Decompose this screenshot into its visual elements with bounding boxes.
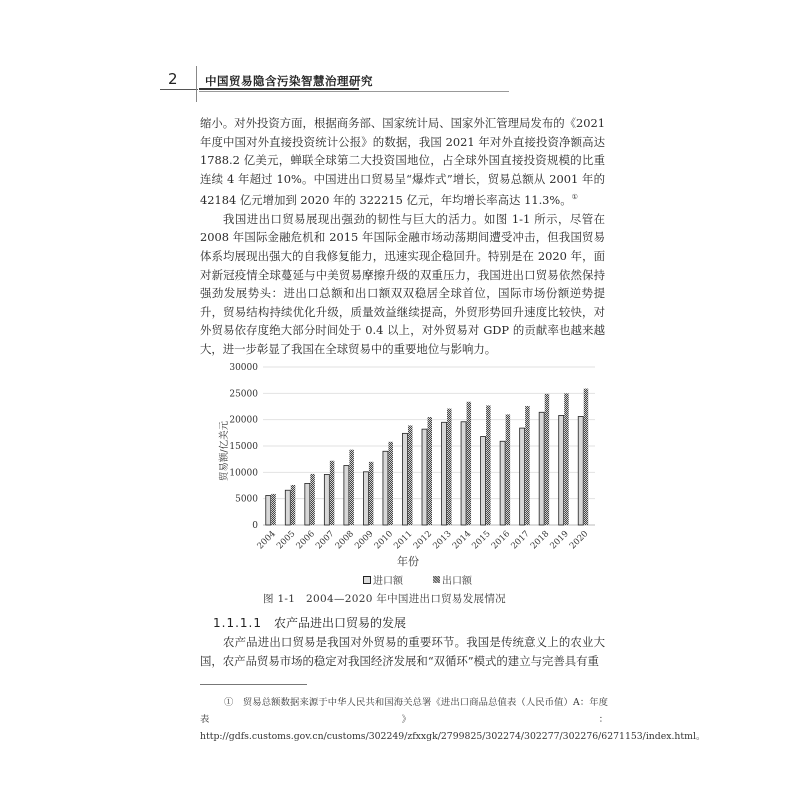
bar-export bbox=[369, 462, 374, 525]
bar-import bbox=[305, 483, 310, 525]
bar-export bbox=[525, 406, 530, 525]
bar-import bbox=[520, 428, 525, 525]
bar-export bbox=[349, 450, 354, 525]
chart-canvas bbox=[215, 360, 605, 560]
y-tick-label: 10000 bbox=[229, 468, 258, 479]
bar-import bbox=[559, 415, 564, 525]
footnote-separator bbox=[200, 684, 307, 685]
figure-caption: 图 1-1 2004—2020 年中国进出口贸易发展情况 bbox=[263, 593, 506, 605]
page-header bbox=[0, 0, 800, 100]
x-tick-label: 2006 bbox=[294, 529, 317, 552]
paragraph-2: 我国进出口贸易展现出强劲的韧性与巨大的活力。如图 1-1 所示，尽管在 2008 年国际金融危机和 2015 年国际金融市场动荡期间遭受冲击，但我国贸易体系均展现出强大的自我修复能力，迅速实现企稳回升。特别是在 2020 年，面对新冠疫情全球蔓延与中美贸易摩擦升级的双重压力，我国进出口贸易依然保持强劲发展势头：进出口总额和出口额双双稳居全球首位，国际市场份额逆势提升，贸易结构持续优化升级，质量效益继续提高，外贸形势回升速度比较快，对外贸易依存度绝大部分时间处于 0.4 以上，对外贸易对 GDP 的贡献率也越来越大，进一步彰显了我国在全球贸易中的重要地位与影响力。 bbox=[200, 211, 605, 356]
section-title: 农产品进出口贸易的发展 bbox=[273, 616, 406, 630]
bar-export bbox=[428, 417, 433, 525]
bar-import bbox=[422, 429, 427, 525]
bar-export bbox=[310, 474, 315, 525]
footnote-reference[interactable]: ① bbox=[571, 193, 578, 202]
x-tick-label: 2014 bbox=[450, 529, 474, 552]
bar-import bbox=[363, 472, 368, 525]
y-tick-label: 5000 bbox=[235, 494, 258, 505]
bar-export bbox=[388, 442, 393, 525]
x-tick-label: 2013 bbox=[431, 529, 454, 552]
paragraph-1 bbox=[200, 114, 605, 210]
bar-export bbox=[447, 409, 452, 525]
bar-import bbox=[461, 422, 466, 525]
page-number: 2 bbox=[168, 70, 178, 88]
x-tick-label: 2019 bbox=[548, 529, 571, 552]
paragraph-1-text: 缩小。对外投资方面，根据商务部、国家统计局、国家外汇管理局发布的《2021 年度中国对外直接投资统计公报》的数据，我国 2021 年对外直接投资净额高达 1788.2 亿美元，蝉联全球第二大投资国地位，占全球外国直接投资规模的比重连续 4 年超过 10%。中国进出口贸易呈“爆炸式”增长，贸易总额从 2001 年的 42184 亿元增加到 2020 年的 322215 亿元，年均增长率高达 11.3%。 bbox=[200, 116, 605, 208]
legend-item-export bbox=[433, 572, 472, 587]
x-tick-label: 2004 bbox=[255, 529, 278, 552]
bar-export bbox=[291, 485, 296, 525]
bar-import bbox=[285, 490, 290, 525]
chart-legend bbox=[363, 572, 472, 587]
bar-export bbox=[506, 414, 511, 525]
x-tick-label: 2008 bbox=[333, 529, 357, 552]
bar-export bbox=[545, 394, 550, 525]
bar-import bbox=[442, 422, 447, 525]
bar-import bbox=[324, 474, 329, 525]
bar-export bbox=[271, 494, 276, 525]
bar-import bbox=[578, 417, 583, 525]
bar-import bbox=[344, 465, 349, 525]
bar-import bbox=[402, 433, 407, 525]
running-book-title: 中国贸易隐含污染智慧治理研究 bbox=[205, 74, 373, 88]
header-vertical-rule bbox=[196, 66, 197, 102]
x-tick-label: 2020 bbox=[567, 529, 591, 552]
x-tick-label: 2007 bbox=[314, 529, 337, 552]
x-tick-label: 2012 bbox=[411, 529, 435, 552]
chart-x-axis-label: 年份 bbox=[397, 555, 419, 568]
x-tick-label: 2011 bbox=[392, 529, 415, 552]
y-tick-label: 15000 bbox=[229, 442, 258, 452]
y-tick-label: 30000 bbox=[229, 363, 258, 373]
import-swatch-icon bbox=[363, 576, 371, 584]
bar-import bbox=[266, 496, 271, 525]
section-heading bbox=[213, 614, 406, 631]
bar-export bbox=[584, 389, 589, 525]
y-tick-label: 20000 bbox=[229, 415, 258, 426]
header-rule bbox=[199, 91, 509, 92]
bar-export bbox=[486, 405, 491, 525]
legend-item-import bbox=[363, 572, 403, 587]
bar-export bbox=[408, 425, 413, 525]
body-text bbox=[200, 114, 605, 359]
x-tick-label: 2017 bbox=[509, 529, 532, 552]
y-axis-label: 贸易额/亿美元 bbox=[219, 420, 230, 482]
bar-export bbox=[330, 461, 335, 525]
x-tick-label: 2010 bbox=[372, 529, 396, 552]
x-tick-label: 2018 bbox=[528, 529, 552, 552]
bar-export bbox=[564, 393, 569, 525]
bar-import bbox=[383, 451, 388, 525]
bar-export bbox=[467, 402, 472, 525]
bar-import bbox=[500, 441, 505, 525]
y-tick-label: 25000 bbox=[229, 389, 258, 400]
x-tick-label: 2005 bbox=[275, 529, 298, 552]
y-tick-label: 0 bbox=[252, 521, 258, 531]
export-swatch-icon bbox=[433, 576, 440, 583]
x-tick-label: 2016 bbox=[489, 529, 513, 552]
footnote-text: 贸易总额数据来源于中华人民共和国海关总署《进出口商品总值表（人民币值）A：年度表》：http://gdfs.customs.gov.cn/customs/302249/zfxxgk/2799825/302274/302277/302276/6271153/index.html。 bbox=[200, 697, 706, 742]
section-paragraph: 农产品进出口贸易是我国对外贸易的重要环节。我国是传统意义上的农业大国，农产品贸易市场的稳定对我国经济发展和“双循环”模式的建立与完善具有重 bbox=[200, 635, 605, 668]
footnote-marker: ① bbox=[224, 697, 234, 708]
bar-import bbox=[481, 437, 486, 525]
legend-import-label: 进口额 bbox=[373, 576, 403, 587]
trade-bar-chart bbox=[215, 360, 605, 580]
bar-import bbox=[539, 412, 544, 525]
legend-export-label: 出口额 bbox=[442, 576, 472, 587]
footnote bbox=[200, 694, 706, 745]
x-tick-label: 2015 bbox=[470, 529, 493, 552]
section-number: 1.1.1.1 bbox=[213, 616, 262, 630]
title-underline bbox=[199, 88, 359, 90]
footnote-body bbox=[200, 694, 706, 745]
header-left-rule bbox=[160, 89, 198, 90]
x-tick-label: 2009 bbox=[353, 529, 376, 552]
